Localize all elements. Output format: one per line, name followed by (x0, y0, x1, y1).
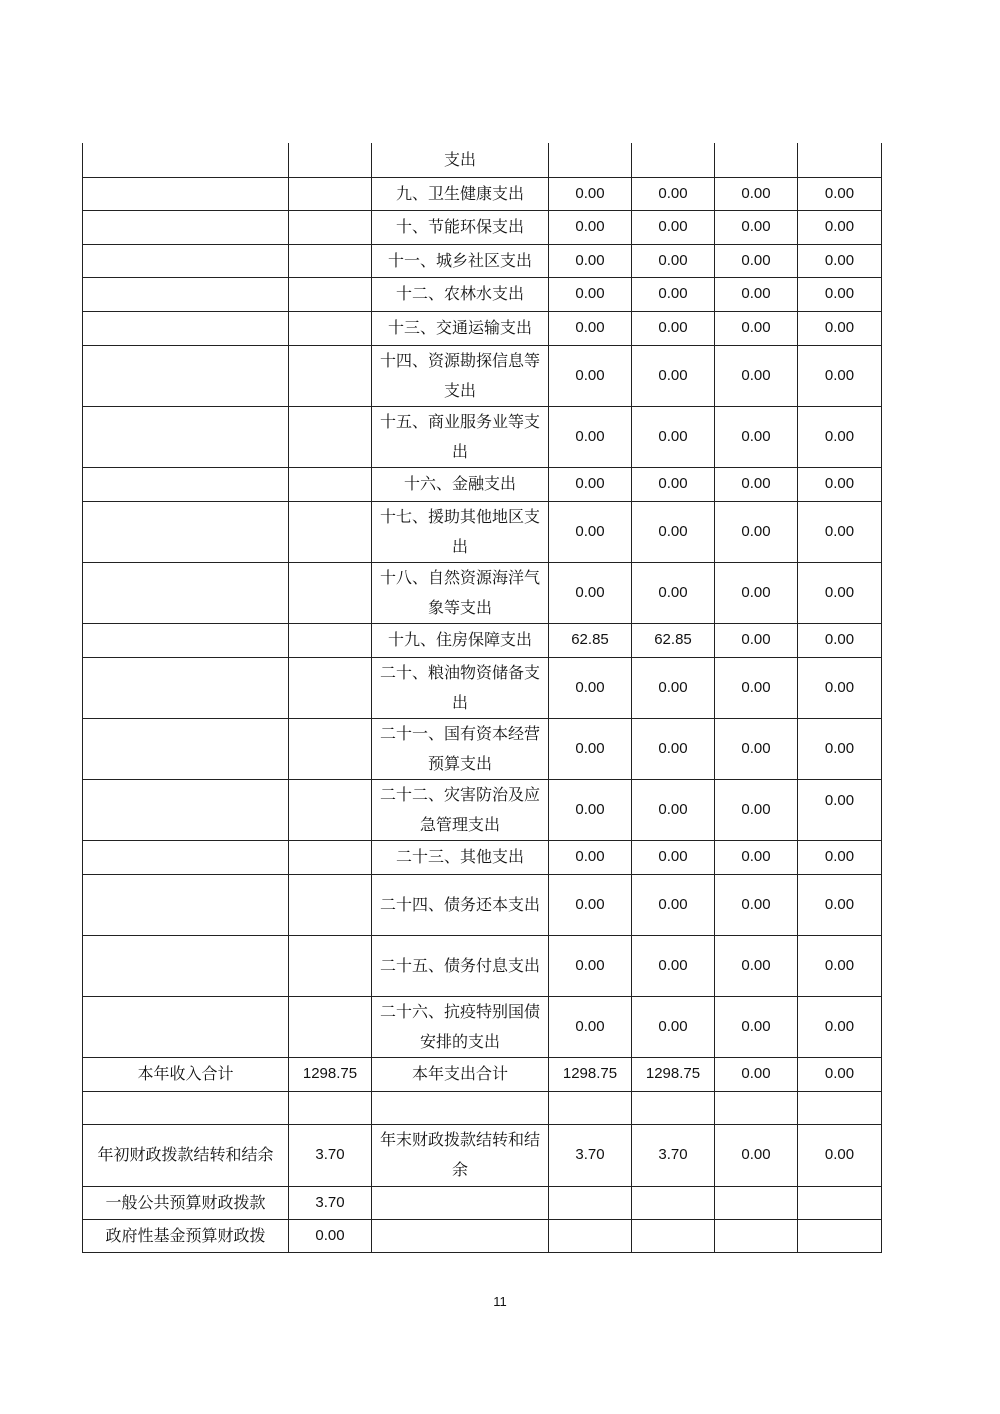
empty-cell (632, 1186, 715, 1219)
income-item-cell (83, 177, 289, 210)
expense-value: 0.00 (549, 501, 632, 562)
expense-item-label: 二十四、债务还本支出 (372, 874, 549, 935)
expense-row (83, 657, 882, 718)
expense-carryover-value: 3.70 (632, 1124, 715, 1186)
expense-value: 0.00 (632, 467, 715, 501)
expense-total-label: 本年支出合计 (372, 1057, 549, 1091)
expense-value: 0.00 (549, 345, 632, 406)
expense-total-value: 1298.75 (549, 1057, 632, 1091)
expense-value: 0.00 (715, 311, 798, 345)
income-item-cell (83, 210, 289, 244)
income-amount-cell (289, 840, 372, 874)
expense-item-label: 二十、粮油物资储备支出 (372, 657, 549, 718)
expense-total-value: 0.00 (715, 1057, 798, 1091)
expense-value: 0.00 (632, 562, 715, 623)
expense-row (83, 467, 882, 501)
expense-value-cell (715, 143, 798, 177)
expense-value: 0.00 (715, 718, 798, 779)
expense-value: 0.00 (798, 345, 882, 406)
page-number: 11 (493, 1294, 507, 1309)
expense-item-label: 十、节能环保支出 (372, 210, 549, 244)
expense-row (83, 406, 882, 467)
expense-value: 0.00 (549, 244, 632, 277)
expense-item-label: 十三、交通运输支出 (372, 311, 549, 345)
income-item-cell (83, 562, 289, 623)
empty-cell (549, 1091, 632, 1124)
expense-value: 0.00 (632, 277, 715, 311)
expense-value: 0.00 (715, 501, 798, 562)
income-amount-cell (289, 501, 372, 562)
expense-value: 0.00 (798, 277, 882, 311)
expense-carryover-value: 0.00 (715, 1124, 798, 1186)
expense-value: 0.00 (798, 657, 882, 718)
income-subitem-value: 3.70 (289, 1186, 372, 1219)
expense-value: 0.00 (549, 277, 632, 311)
income-item-cell (83, 840, 289, 874)
income-total-label: 本年收入合计 (83, 1057, 289, 1091)
empty-cell (83, 1091, 289, 1124)
income-item-cell (83, 467, 289, 501)
income-item-cell (83, 874, 289, 935)
expense-value: 0.00 (798, 996, 882, 1057)
expense-value: 0.00 (715, 277, 798, 311)
expense-value: 0.00 (798, 935, 882, 996)
expense-value: 0.00 (632, 177, 715, 210)
totals-row (83, 1057, 882, 1091)
expense-value: 0.00 (715, 935, 798, 996)
expense-value: 0.00 (715, 623, 798, 657)
empty-cell (289, 1091, 372, 1124)
fund-budget-row (83, 1219, 882, 1252)
income-item-cell (83, 779, 289, 840)
income-amount-cell (289, 874, 372, 935)
empty-cell (798, 1186, 882, 1219)
expense-value: 0.00 (715, 244, 798, 277)
empty-cell (372, 1219, 549, 1252)
empty-cell (798, 1219, 882, 1252)
income-item-cell (83, 718, 289, 779)
expense-item-label: 十七、援助其他地区支出 (372, 501, 549, 562)
expense-value: 0.00 (549, 467, 632, 501)
expense-total-value: 0.00 (798, 1057, 882, 1091)
empty-cell (632, 1219, 715, 1252)
expense-carryover-label: 年末财政拨款结转和结余 (372, 1124, 549, 1186)
income-item-cell (83, 277, 289, 311)
income-item-cell (83, 311, 289, 345)
expense-row (83, 277, 882, 311)
income-subitem-label: 一般公共预算财政拨款 (83, 1186, 289, 1219)
expense-value: 0.00 (549, 210, 632, 244)
expense-value: 0.00 (798, 874, 882, 935)
expense-value: 0.00 (632, 657, 715, 718)
income-subitem-label: 政府性基金预算财政拨 (83, 1219, 289, 1252)
expense-value: 0.00 (549, 562, 632, 623)
expense-value: 0.00 (798, 210, 882, 244)
income-amount-cell (289, 657, 372, 718)
expense-value: 0.00 (715, 177, 798, 210)
expense-value: 0.00 (798, 840, 882, 874)
expense-value: 62.85 (549, 623, 632, 657)
expense-row (83, 874, 882, 935)
expense-item-label: 十六、金融支出 (372, 467, 549, 501)
expense-value: 0.00 (798, 718, 882, 779)
income-amount-cell (289, 277, 372, 311)
empty-cell (798, 1091, 882, 1124)
expense-row (83, 562, 882, 623)
expense-value: 0.00 (798, 562, 882, 623)
expense-item-label: 二十二、灾害防治及应急管理支出 (372, 779, 549, 840)
expense-value: 0.00 (632, 244, 715, 277)
expense-value: 0.00 (798, 467, 882, 501)
expense-value: 0.00 (549, 657, 632, 718)
income-amount-cell (289, 345, 372, 406)
expense-item-label: 二十六、抗疫特别国债安排的支出 (372, 996, 549, 1057)
expense-row (83, 718, 882, 779)
expense-value: 0.00 (549, 311, 632, 345)
budget-table-body (83, 143, 882, 1252)
income-item-cell (83, 501, 289, 562)
expense-value: 0.00 (715, 779, 798, 840)
income-amount-cell (289, 177, 372, 210)
income-total-value: 1298.75 (289, 1057, 372, 1091)
expense-value: 0.00 (798, 177, 882, 210)
expense-row (83, 779, 882, 840)
income-amount-cell (289, 311, 372, 345)
expense-total-value: 1298.75 (632, 1057, 715, 1091)
expense-row (83, 311, 882, 345)
expense-value: 0.00 (632, 996, 715, 1057)
expense-carryover-value: 0.00 (798, 1124, 882, 1186)
expense-value: 0.00 (632, 311, 715, 345)
empty-cell (549, 1186, 632, 1219)
income-item-cell (83, 406, 289, 467)
income-amount-cell (289, 623, 372, 657)
expense-value: 0.00 (798, 244, 882, 277)
income-amount-cell (289, 935, 372, 996)
income-item-cell (83, 244, 289, 277)
expense-value: 0.00 (798, 779, 882, 840)
expense-value: 0.00 (549, 177, 632, 210)
expense-item-label: 支出 (372, 143, 549, 177)
expense-item-label: 十四、资源勘探信息等支出 (372, 345, 549, 406)
expense-row (83, 244, 882, 277)
expense-value: 0.00 (715, 840, 798, 874)
expense-row (83, 501, 882, 562)
expense-value: 62.85 (632, 623, 715, 657)
expense-row (83, 345, 882, 406)
expense-value: 0.00 (632, 501, 715, 562)
income-item-cell (83, 657, 289, 718)
expense-item-label: 九、卫生健康支出 (372, 177, 549, 210)
budget-table (82, 143, 882, 1253)
expense-value-cell (632, 143, 715, 177)
expense-value: 0.00 (715, 562, 798, 623)
expense-row (83, 996, 882, 1057)
expense-value: 0.00 (798, 501, 882, 562)
income-amount-cell (289, 210, 372, 244)
income-amount-cell (289, 406, 372, 467)
empty-cell (632, 1091, 715, 1124)
income-subitem-value: 0.00 (289, 1219, 372, 1252)
expense-value: 0.00 (549, 718, 632, 779)
expense-item-label: 二十一、国有资本经营预算支出 (372, 718, 549, 779)
expense-value: 0.00 (549, 996, 632, 1057)
empty-cell (715, 1186, 798, 1219)
income-amount-cell (289, 996, 372, 1057)
expense-value: 0.00 (715, 406, 798, 467)
empty-cell (715, 1219, 798, 1252)
expense-item-label: 十八、自然资源海洋气象等支出 (372, 562, 549, 623)
income-item-cell (83, 623, 289, 657)
general-budget-row (83, 1186, 882, 1219)
expense-value: 0.00 (798, 406, 882, 467)
expense-value: 0.00 (632, 210, 715, 244)
empty-cell (372, 1091, 549, 1124)
continuation-row (83, 143, 882, 177)
expense-value-cell (549, 143, 632, 177)
expense-carryover-value: 3.70 (549, 1124, 632, 1186)
expense-item-label: 十二、农林水支出 (372, 277, 549, 311)
income-amount-cell (289, 467, 372, 501)
expense-value: 0.00 (632, 345, 715, 406)
expense-value: 0.00 (715, 657, 798, 718)
expense-value: 0.00 (632, 874, 715, 935)
expense-value: 0.00 (798, 623, 882, 657)
carryover-row (83, 1124, 882, 1186)
expense-value-cell (798, 143, 882, 177)
empty-cell (715, 1091, 798, 1124)
expense-value: 0.00 (549, 406, 632, 467)
expense-value: 0.00 (632, 935, 715, 996)
income-amount-cell (289, 143, 372, 177)
income-item-cell (83, 935, 289, 996)
expense-item-label: 十九、住房保障支出 (372, 623, 549, 657)
expense-value: 0.00 (632, 840, 715, 874)
expense-row (83, 935, 882, 996)
expense-value: 0.00 (632, 406, 715, 467)
expense-value: 0.00 (715, 467, 798, 501)
expense-value: 0.00 (715, 210, 798, 244)
expense-item-label: 十五、商业服务业等支出 (372, 406, 549, 467)
income-carryover-label: 年初财政拨款结转和结余 (83, 1124, 289, 1186)
income-item-cell (83, 345, 289, 406)
expense-value: 0.00 (798, 311, 882, 345)
expense-row (83, 210, 882, 244)
income-amount-cell (289, 562, 372, 623)
income-carryover-value: 3.70 (289, 1124, 372, 1186)
income-item-cell (83, 143, 289, 177)
income-amount-cell (289, 718, 372, 779)
income-amount-cell (289, 244, 372, 277)
expense-value: 0.00 (715, 996, 798, 1057)
expense-value: 0.00 (549, 779, 632, 840)
expense-value: 0.00 (549, 874, 632, 935)
expense-item-label: 二十三、其他支出 (372, 840, 549, 874)
income-item-cell (83, 996, 289, 1057)
expense-item-label: 二十五、债务付息支出 (372, 935, 549, 996)
expense-value: 0.00 (632, 718, 715, 779)
expense-value: 0.00 (549, 840, 632, 874)
expense-item-label: 十一、城乡社区支出 (372, 244, 549, 277)
expense-value: 0.00 (715, 874, 798, 935)
expense-value: 0.00 (715, 345, 798, 406)
empty-cell (549, 1219, 632, 1252)
empty-cell (372, 1186, 549, 1219)
expense-row (83, 177, 882, 210)
expense-value: 0.00 (632, 779, 715, 840)
blank-row (83, 1091, 882, 1124)
expense-row (83, 840, 882, 874)
expense-row (83, 623, 882, 657)
expense-value: 0.00 (549, 935, 632, 996)
income-amount-cell (289, 779, 372, 840)
